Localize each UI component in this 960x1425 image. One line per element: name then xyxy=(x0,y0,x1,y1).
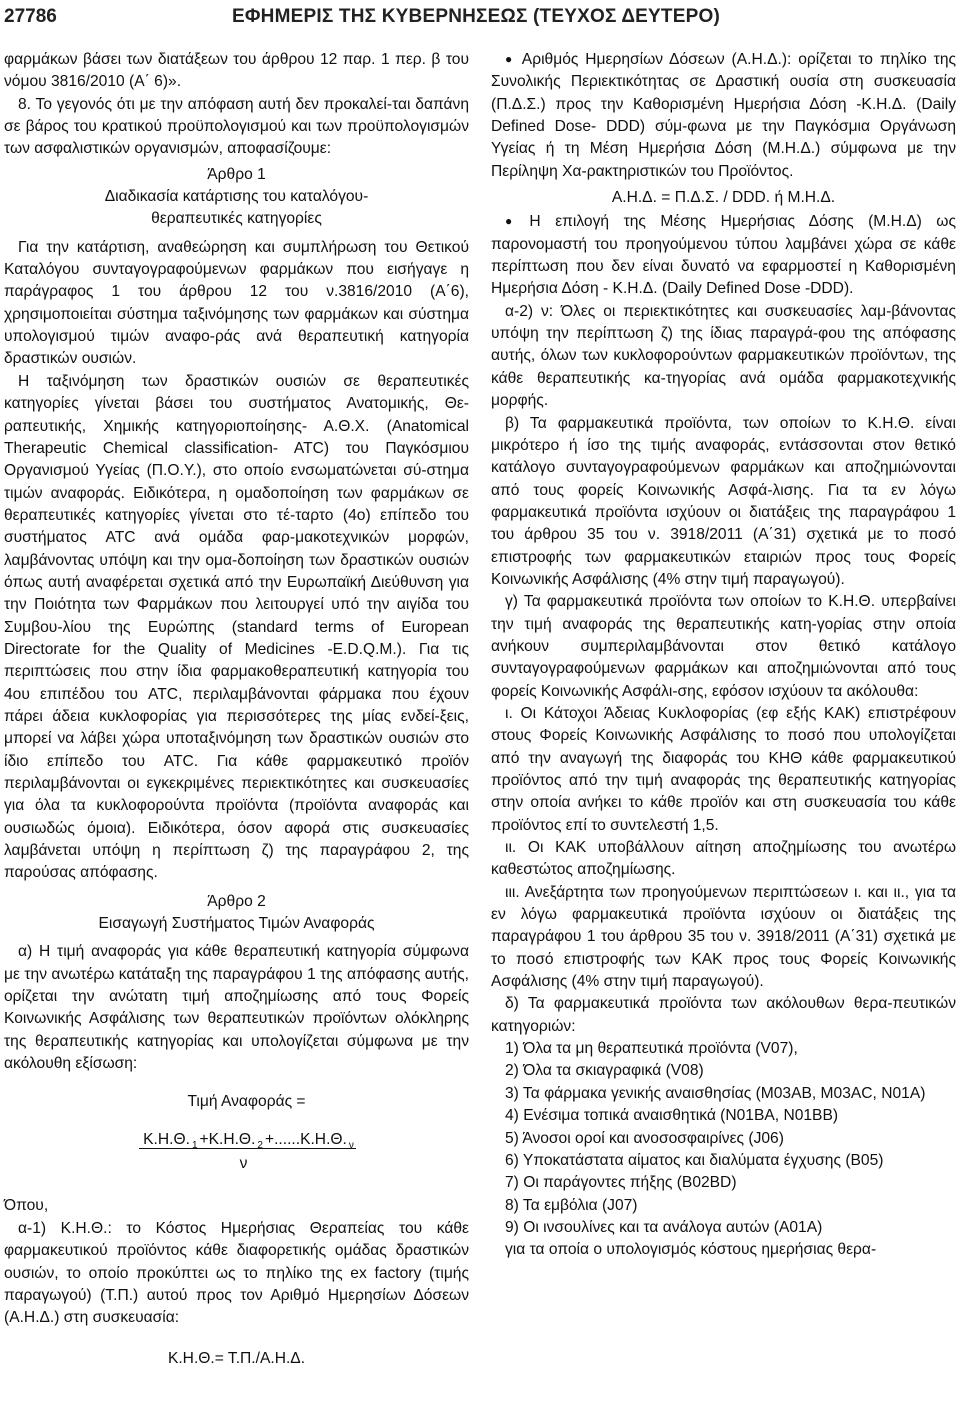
list-item: 1) Όλα τα μη θεραπευτικά προϊόντα (V07), xyxy=(505,1040,798,1058)
paragraph: α-2) ν: Όλες οι περιεκτικότητες και συσκευασίες λαμ-βάνοντας υπόψη την περίπτωση ζ) της ίδιας παραγρά-φου της απόφασης αυτής, όλων των κυκλοφορούντων φαρμακευτικών προϊόντων, της κάθε θεραπευτικής κα-τηγορίας ανά ομάδα φαρμακοτεχνικής μορφής. xyxy=(491,302,956,410)
formula-lhs: Τιμή Αναφοράς = xyxy=(187,1093,306,1111)
paragraph: α-1) Κ.Η.Θ.: το Κόστος Ημερήσιας Θεραπείας του κάθε φαρμακευτικού προϊόντος κάθε διαφορετικής ομάδας δραστικών ουσιών, το οποίο προκύπτει ως το πηλίκο της ex factory (τιμής παραγωγού) (Τ.Π.) αυτού προς τον Αριθμό Ημερησίων Δόσεων (Α.Η.Δ.) στη συσκευασία: xyxy=(4,1219,469,1327)
paragraph: α) Η τιμή αναφοράς για κάθε θεραπευτική κατηγορία σύμφωνα με την ανωτέρω κατάταξη της παραγράφου 1 της απόφασης αυτής, ορίζεται την ανώτατη τιμή αποζημίωσης από τους Φορείς Κοινωνικής Ασφάλισης των θεραπευτικών προϊόντων ολόκληρης της θεραπευτικής κατηγορίας και υπολογίζεται σύμφωνα με την ακόλουθη εξίσωση: xyxy=(4,943,469,1073)
article-2-title: Άρθρο 2 xyxy=(207,892,266,910)
paragraph: για τα οποία ο υπολογισμός κόστους ημερήσιας θερα- xyxy=(505,1241,877,1259)
paragraph: Η ταξινόμηση των δραστικών ουσιών σε θεραπευτικές κατηγορίες γίνεται βάσει του συστήματος Ανατομικής, Θε-ραπευτικής, Χημικής κατηγοριοποίησης- Α.Θ.Χ. (Anatomical Therapeutic Chemical classification- ATC) του Παγκόσμιου Οργανισμού Υγείας (Π.Ο.Υ.), στο οποίο ενσωματώνεται σύ-στημα τιμών αναφοράς. Ειδικότερα, η ομαδοποίηση των φαρμάκων σε θεραπευτικές κατηγορίες γίνεται στο τέ-ταρτο (4ο) επίπεδο του συστήματος ATC ανά ομάδα φαρ-μακοτεχνικών μορφών, λαμβάνοντας υπόψη και την ομα-δοποίηση των δραστικών ουσιών όπως αυτή αναφέρεται σχετικά από την Ευρωπαϊκή Διεύθυνση για την Ποιότητα των Φαρμάκων που λειτουργεί υπό την αιγίδα του Συμβου-λίου της Ευρώπης (standard terms of European Directorate for the Quality of Medicines -E.D.Q.M.). Για τις περιπτώσεις που στην ίδια φαρμακοθεραπευτική κατηγορία του 4ου επιπέδου του ATC, περιλαμβάνονται φάρμακα που έχουν πάρει άδεια κυκλοφορίας για περισσότερες της μίας ενδεί-ξεις, μπορεί να λάβει χώρα υποταξινόμηση των δραστικών ουσιών στο ίδιο επίπεδο του ATC. Για κάθε φαρμακευτικό προϊόν περιλαμβάνονται οι εγκεκριμένες περιεκτικότητες και συσκευασίες για όλα τα κυκλοφορούντα προϊόντα (προϊόντα αναφοράς και ουσιωδώς όμοια). Ειδικότερα, όσον αφορά στις συσκευασίες λαμβάνεται υπόψη η περίπτωση ζ) της παραγράφου 2, της παρούσας απόφασης. xyxy=(4,372,469,882)
left-column xyxy=(4,49,469,1370)
paragraph: 8. Το γεγονός ότι με την απόφαση αυτή δεν προκαλεί-ται δαπάνη σε βάρος του κρατικού προϋπολογισμού και των προϋπολογισμών των ασφαλιστικών οργανισμών, αποφασίζουμε: xyxy=(4,95,469,158)
reference-price-formula xyxy=(4,1087,469,1185)
list-item: 6) Υποκατάστατα αίματος και διαλύματα έγχυσης (B05) xyxy=(505,1151,884,1169)
formula-numerator: Κ.Η.Θ. $_1$ +Κ.Η.Θ. $_2$ +......Κ.Η.Θ. $_\nu$ xyxy=(4,1129,469,1151)
page-header xyxy=(0,0,960,36)
paragraph: Όπου, xyxy=(4,1197,49,1215)
paragraph: Για την κατάρτιση, αναθεώρηση και συμπλήρωση του Θετικού Καταλόγου συνταγογραφούμενων φαρμάκων που εισήγαγε η παράγραφος 1 του άρθρου 12 του ν.3816/2010 (Α΄6), χρησιμοποιείται σύστημα ταξινόμησης των φαρμάκων και σύστημα υπολογισμού τιμών αναφο-ράς ανά θεραπευτική κατηγορία δραστικών ουσιών. xyxy=(4,238,469,368)
paragraph: ιιι. Ανεξάρτητα των προηγούμενων περιπτώσεων ι. και ιι., για τα εν λόγω φαρμακευτικά προϊόντα ισχύουν οι διατάξεις της παραγράφου 1 του άρθρου 35 του ν. 3918/2011 (Α΄31) σχετικά με το ποσό επιστροφής των ΚΑΚ προς τους Φορείς Κοινωνικής Ασφάλισης (4% στην τιμή παραγωγού). xyxy=(491,883,956,991)
list-item: 5) Άνοσοι οροί και ανοσοσφαιρίνες (J06) xyxy=(505,1129,784,1147)
list-item: 8) Τα εμβόλια (J07) xyxy=(505,1196,638,1214)
article-2-subtitle: Εισαγωγή Συστήματος Τιμών Αναφοράς xyxy=(98,915,375,933)
paragraph: φαρμάκων βάσει των διατάξεων του άρθρου 12 παρ. 1 περ. β του νόμου 3816/2010 (Α΄ 6)». xyxy=(4,51,469,91)
bullet-item: ● Η επιλογή της Μέσης Ημερήσιας Δόσης (Μ.Η.Δ) ως παρονομαστή του προηγούμενου τύπου λαμβάνει χώρα σε κάθε περίπτωση που δεν είναι δυνατό να εφαρμοστεί η Καθορισμένη Ημερήσια Δόση - Κ.Η.Δ. (Daily Defined Dose -DDD). xyxy=(491,211,956,300)
list-item: 2) Όλα τα σκιαγραφικά (V08) xyxy=(505,1062,704,1080)
page-number: 27786 xyxy=(4,6,57,27)
list-item: 3) Τα φάρμακα γενικής αναισθησίας (M03AB, M03AC, N01A) xyxy=(505,1084,926,1102)
paragraph: ι. Οι Κάτοχοι Άδειας Κυκλοφορίας (εφ εξής ΚΑΚ) επιστρέφουν στους Φορείς Κοινωνικής Ασφάλισης το ποσό που υπολογίζεται από την αναγωγή της διαφοράς του ΚΗΘ κάθε φαρμακευτικού προϊόντος από την τιμή αναφοράς της θεραπευτικής κατηγορίας στην οποία ανήκει το κάθε προϊόν και στη συσκευασία του κάθε προϊόντος επί το συντελεστή 1,5. xyxy=(491,704,956,834)
list-item: 9) Οι ινσουλίνες και τα ανάλογα αυτών (A01A) xyxy=(505,1218,823,1236)
article-1-subtitle: θεραπευτικές κατηγορίες xyxy=(151,210,322,228)
paragraph: δ) Τα φαρμακευτικά προϊόντα των ακόλουθων θερα-πευτικών κατηγοριών: xyxy=(491,995,956,1035)
daily-cost-formula: Κ.Η.Θ.= Τ.Π./Α.Η.Δ. xyxy=(167,1349,306,1367)
list-item: 4) Ενέσιμα τοπικά αναισθητικά (N01BA, N01BB) xyxy=(505,1107,839,1125)
article-1-title: Άρθρο 1 xyxy=(207,165,266,183)
paragraph: ιι. Οι ΚΑΚ υποβάλλουν αίτηση αποζημίωσης του ανωτέρω καθεστώτος αποζημίωσης. xyxy=(491,839,956,879)
list-item: 7) Οι παράγοντες πήξης (B02BD) xyxy=(505,1174,737,1192)
bullet-item: ● Αριθμός Ημερησίων Δόσεων (Α.Η.Δ.): ορίζεται το πηλίκο της Συνολικής Περιεκτικότητας σε Δραστική ουσία στη συσκευασία (Π.Δ.Σ.) προς την Καθορισμένη Ημερήσια Δόση -Κ.Η.Δ. (Daily Defined Dose- DDD) σύμ-φωνα με την Παγκόσμια Οργάνωση Υγείας ή τη Μέση Ημερήσια Δόση (Μ.Η.Δ.) σύμφωνα με την Περίληψη Χα-ρακτηριστικών του Προϊόντος. xyxy=(491,49,956,183)
gazette-title: ΕΦΗΜΕΡΙΣ ΤΗΣ ΚΥΒΕΡΝΗΣΕΩΣ (ΤΕΥΧΟΣ ΔΕΥΤΕΡΟ) xyxy=(232,6,720,27)
right-column xyxy=(491,49,956,1262)
article-1-subtitle: Διαδικασία κατάρτισης του καταλόγου- xyxy=(104,188,369,206)
paragraph: β) Τα φαρμακευτικά προϊόντα, των οποίων το Κ.Η.Θ. είναι μικρότερο ή ίσο της τιμής αναφοράς, εντάσσονται στον θετικό κατάλογο συνταγογραφούμενων φαρμάκων και αποζημιώνονται από τους φορείς Κοινωνικής Ασφά-λισης. Για τα εν λόγω φαρμακευτικά προϊόντα ισχύουν οι διατάξεις της παραγράφου 1 του άρθρου 35 του ν. 3918/2011 (Α΄31) σχετικά με το ποσό επιστροφής των φαρμακευτικών εταιριών προς τους Φορείς Κοινωνικής Ασφάλισης (4% στην τιμή παραγωγού). xyxy=(491,414,956,588)
formula-denominator: ν xyxy=(239,1155,248,1173)
paragraph: γ) Τα φαρμακευτικά προϊόντα των οποίων το Κ.Η.Θ. υπερβαίνει την τιμή αναφοράς της θεραπευτικής κατη-γορίας στην οποία ανήκουν συμπεριλαμβάνονται στον θετικό κατάλογο συνταγογραφούμενων φαρμάκων και αποζημιώνονται από τους φορείς Κοινωνικής Ασφάλι-σης, εφόσον ισχύουν τα ακόλουθα: xyxy=(491,593,956,700)
daily-doses-formula: Α.Η.Δ. = Π.Δ.Σ. / DDD. ή Μ.Η.Δ. xyxy=(611,189,836,207)
